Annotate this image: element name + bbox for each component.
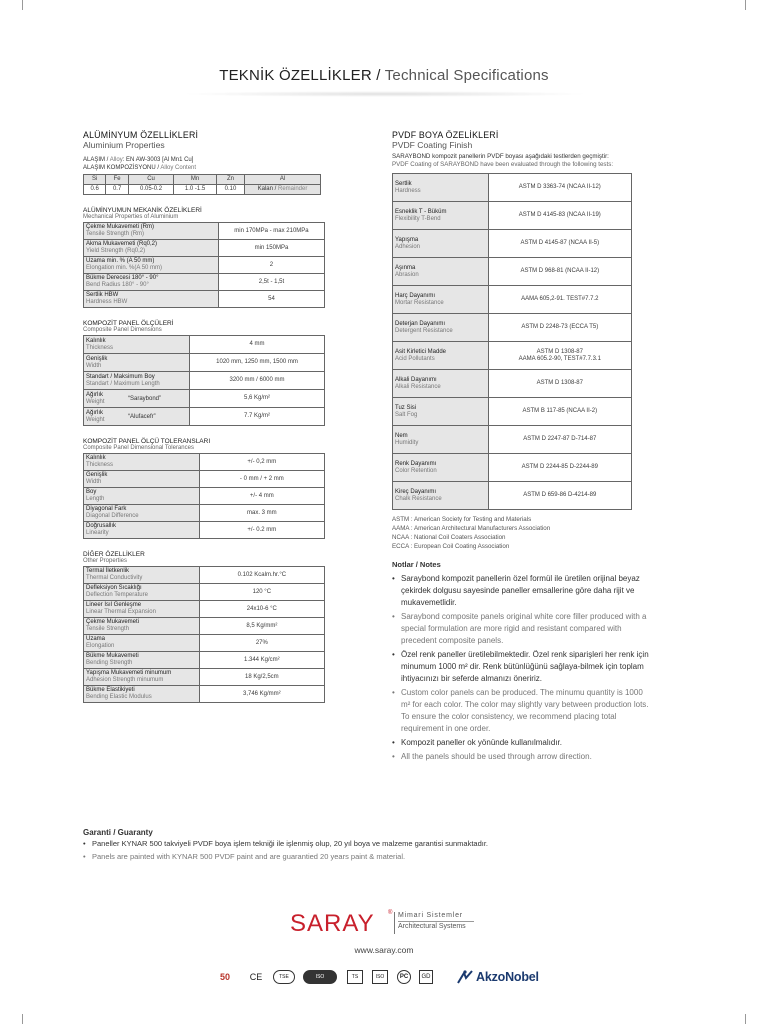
alloy-header: Zn <box>216 175 244 185</box>
table-row <box>84 240 325 257</box>
table-row <box>84 336 325 354</box>
table-row <box>84 618 325 635</box>
alloy-value: 0.10 <box>216 185 244 195</box>
anniversary-50-icon: 50 <box>219 972 230 982</box>
row-label-tr: Defleksiyon Sıcaklığı <box>86 585 142 591</box>
table-row <box>84 408 325 426</box>
row-label-en: Adhesion Strength minumum <box>86 677 164 683</box>
row-label-en: Elongation min. %(A 50 mm) <box>86 265 163 271</box>
row-note: “Alufacefr” <box>128 414 156 420</box>
row-value: ASTM D 659-86 D-4214-89 <box>488 482 631 510</box>
table-row <box>393 482 632 510</box>
row-label-tr: Termal İletkenlik <box>86 568 130 574</box>
row-label-tr: Aşınma <box>395 264 416 271</box>
table-row <box>84 471 325 488</box>
row-label-en: Bending Elastic Modulus <box>86 694 152 700</box>
page-title-tr: TEKNİK ÖZELLİKLER <box>219 67 372 84</box>
table-row <box>84 454 325 471</box>
row-value: max. 3 mm <box>199 505 324 522</box>
row-label-tr: Deterjan Dayanımı <box>395 320 446 327</box>
row-value: ASTM D 2248-73 (ECCA T5) <box>488 314 631 342</box>
row-label-tr: Sertlik <box>395 180 412 187</box>
row-label-en: Weight <box>86 398 105 405</box>
row-label-en: Color Retention <box>395 467 437 474</box>
row-label-en: Bend Radius 180° - 90° <box>86 282 149 288</box>
row-label-en: Detergent Resistance <box>395 327 453 334</box>
pvdf-intro-en: PVDF Coating of SARAYBOND have been evaluated through the following tests: <box>392 161 614 168</box>
row-label-tr: Uzama <box>86 636 106 642</box>
table-row <box>84 635 325 652</box>
alloy-value-row <box>84 185 321 195</box>
row-value: 1.344 Kg/cm² <box>199 652 324 669</box>
right-column <box>392 130 649 765</box>
comp-label-tr: ALAŞIM KOMPOZİSYONU <box>83 165 156 171</box>
alloy-header: Al <box>245 175 321 185</box>
comp-line <box>83 164 325 172</box>
akzonobel-figure-icon <box>457 969 473 985</box>
row-label-tr: Akma Mukavemeti (Rq0,2) <box>86 241 158 247</box>
table-row <box>84 354 325 372</box>
registered-mark: ® <box>388 910 393 916</box>
note-item: • Saraybond kompozit panellerin özel formül ile üretilen orijinal beyaz çekirdek dolgusu sayesinde paneller emsallerine göre daha rijit ve mukavemetlidir. <box>392 573 654 609</box>
alloy-sep: / <box>105 157 110 163</box>
row-label-tr: Standart / Maksimum Boy <box>86 373 155 380</box>
row-value: ASTM D 1308-87 <box>536 348 583 355</box>
remainder-sep: / <box>272 186 278 192</box>
tse-mark-icon: TSE <box>273 970 295 984</box>
row-value: 18 Kg/2,5cm <box>199 669 324 686</box>
alloy-header: Si <box>84 175 106 185</box>
row-label-tr: Kalınlık <box>86 455 106 461</box>
row-value: - 0 mm / + 2 mm <box>199 471 324 488</box>
ts-mark-icon: TS <box>347 970 363 984</box>
row-label-en: Hardness <box>395 187 421 194</box>
abbreviations <box>392 515 632 551</box>
row-label-tr: Boy <box>86 489 97 495</box>
row-label-tr: Ağırlık <box>86 409 104 416</box>
brand-line-2: Architectural Systems <box>398 923 466 930</box>
iso-badge-icon: ISO <box>303 970 337 984</box>
mechanical-title-tr: ALÜMİNYUMUN MEKANİK ÖZELİKLERİ <box>83 207 202 214</box>
row-value: min 150MPa <box>218 240 324 257</box>
row-label-en: Width <box>86 362 102 369</box>
ce-mark-icon: CE <box>249 972 263 982</box>
row-value: +/- 0.2 mm <box>199 522 324 539</box>
row-label-en: Thermal Conductivity <box>86 575 143 581</box>
remainder-tr: Kalan <box>257 186 273 192</box>
guaranty-en: • Panels are painted with KYNAR 500 PVDF paint and are guarantied 20 years paint & material. <box>83 851 703 862</box>
row-label-tr: Bükme Mukavemeti <box>86 653 139 659</box>
row-label-en: Deflection Temperature <box>86 592 148 598</box>
table-row <box>84 274 325 291</box>
row-value: ASTM D 968-81 (NCAA II-12) <box>488 258 631 286</box>
row-value: ASTM D 2247-87 D-714-87 <box>488 426 631 454</box>
mechanical-table <box>83 222 325 308</box>
row-label-en: Chalk Resistance <box>395 495 442 502</box>
row-value: 54 <box>218 291 324 308</box>
row-label-en: Yield Strength (Rq0,2) <box>86 248 146 254</box>
akzonobel-wordmark: AkzoNobel <box>476 970 539 984</box>
row-label-tr: Bükme Elastikiyeti <box>86 687 135 693</box>
table-row <box>84 488 325 505</box>
note-item: • Saraybond composite panels original white core filler produced with a special formulation are more rigid and resistant compared with precedent composite panels. <box>392 611 654 647</box>
row-value: 1020 mm, 1250 mm, 1500 mm <box>190 354 325 372</box>
table-row <box>84 257 325 274</box>
row-label-tr: Harç Dayanımı <box>395 292 436 299</box>
table-row <box>393 370 632 398</box>
table-row <box>84 669 325 686</box>
alloy-label-en: Alloy <box>109 157 123 163</box>
row-label-en: Width <box>86 479 102 485</box>
guaranty-title: Garanti / Guaranty <box>83 828 153 837</box>
row-label-tr: Yapışma Mukavemeti minumum <box>86 670 172 676</box>
alloy-colon: : <box>122 157 127 163</box>
table-row <box>84 686 325 703</box>
other-title-en: Other Properties <box>83 558 128 564</box>
alloy-header-row <box>84 175 321 185</box>
abbreviation-item: NCAA : National Coil Coaters Association <box>392 534 506 541</box>
row-label-tr: Yapışma <box>395 236 419 243</box>
row-label-tr: Renk Dayanımı <box>395 460 437 467</box>
remainder-en: Remainder <box>278 186 308 192</box>
table-row <box>84 505 325 522</box>
row-value: ASTM D 1308-87 <box>488 370 631 398</box>
page-title <box>0 67 768 84</box>
table-row <box>84 584 325 601</box>
other-table <box>83 566 325 703</box>
row-value: 3200 mm / 6000 mm <box>190 372 325 390</box>
row-label-tr: Çekme Mukavemeti (Rm) <box>86 224 155 230</box>
alloy-label-tr: ALAŞIM <box>83 157 106 163</box>
alloy-header: Mn <box>174 175 217 185</box>
row-label-tr: Diyagonal Fark <box>86 506 127 512</box>
table-row <box>393 426 632 454</box>
row-label-en: Tensile Strength <box>86 626 130 632</box>
row-label-en: Length <box>86 496 105 502</box>
row-label-tr: Lineer Isıl Genleşme <box>86 602 142 608</box>
pvdf-intro-tr: SARAYBOND kompozit panellerin PVDF boyası aşağıdaki testlerden geçmiştir: <box>392 153 609 160</box>
row-value: 5,6 Kg/m² <box>190 390 325 408</box>
note-item: • Custom color panels can be produced. The minumu quantity is 1000 m² for each color. The color may slightly vary between production lots. To ensure the color consistency, we recommend placing total requirement in one order. <box>392 687 654 735</box>
row-value: 120 °C <box>199 584 324 601</box>
notes-list <box>392 573 654 763</box>
gd-mark-icon: GD <box>419 970 433 984</box>
row-label-en: Humidity <box>395 439 419 446</box>
note-item: • Özel renk paneller üretilebilmektedir. Özel renk siparişleri her renk için minumum 1000 m² dir. Renk bütünlüğünü sağlaya-bilmek için toplam ihtiyacınızı bir seferde almanızı öneririz. <box>392 649 654 685</box>
tolerances-title-tr: KOMPOZİT PANEL ÖLÇÜ TOLERANSLARI <box>83 438 211 445</box>
alloy-value: 0.7 <box>106 185 128 195</box>
row-label-en: Hardness HBW <box>86 299 128 305</box>
crop-mark <box>22 1014 23 1024</box>
note-item: • All the panels should be used through arrow direction. <box>392 751 654 763</box>
alloy-value: 1.0 -1.5 <box>174 185 217 195</box>
alloy-value: 0.6 <box>84 185 106 195</box>
table-row <box>393 342 632 370</box>
row-label-en: Adhesion <box>395 243 421 250</box>
row-label-tr: Esneklik T - Büküm <box>395 208 447 215</box>
row-label-tr: Nem <box>395 432 408 439</box>
tolerances-title-en: Composite Panel Dimensional Tolerances <box>83 445 194 451</box>
row-value: ASTM D 4145-87 (NCAA II-5) <box>488 230 631 258</box>
alloy-header: Fe <box>106 175 128 185</box>
row-label-en: Tensile Strength (Rm) <box>86 231 145 237</box>
row-label-tr: Asit Kirletici Madde <box>395 348 447 355</box>
table-row <box>393 174 632 202</box>
crop-mark <box>745 0 746 10</box>
abbreviation-item: ASTM : American Society for Testing and Materials <box>392 516 532 523</box>
row-label-tr: Genişlik <box>86 472 108 478</box>
table-row <box>393 286 632 314</box>
title-shadow <box>180 91 590 97</box>
table-row <box>393 454 632 482</box>
row-label-tr: Uzama min. % (A 50 mm) <box>86 258 155 264</box>
row-value: AAMA 605,2-91. TEST#7.7.2 <box>488 286 631 314</box>
abbreviation-item: ECCA : European Coil Coating Association <box>392 543 510 550</box>
row-value: ASTM D 2244-85 D-2244-89 <box>488 454 631 482</box>
other-title-tr: DİĞER ÖZELLİKLER <box>83 551 145 558</box>
table-row <box>84 223 325 240</box>
row-label-en: Bending Strength <box>86 660 133 666</box>
row-label-tr: Tuz Sisi <box>395 404 417 411</box>
row-value: ASTM D 4145-83 (NCAA II-19) <box>488 202 631 230</box>
table-row <box>393 230 632 258</box>
dimensions-title-en: Composite Panel Dimensions <box>83 327 162 333</box>
left-column <box>83 130 325 703</box>
table-row <box>393 258 632 286</box>
alloy-line <box>83 156 325 164</box>
guaranty-section <box>83 828 703 864</box>
dimensions-title-tr: KOMPOZİT PANEL ÖLÇÜLERİ <box>83 320 174 327</box>
row-value: +/- 0,2 mm <box>199 454 324 471</box>
row-label-tr: Sertlik HBW <box>86 292 119 298</box>
row-label-tr: Kalınlık <box>86 337 106 344</box>
row-label-en: Thickness <box>86 462 114 468</box>
table-row <box>84 601 325 618</box>
mechanical-title-en: Mechanical Properties of Aluminium <box>83 214 179 220</box>
row-value: 2,5t - 1,5t <box>218 274 324 291</box>
row-note: “Saraybond” <box>128 396 162 402</box>
brand-line-1: Mimari Sistemler <box>398 912 463 919</box>
row-label-en: Standart / Maximum Length <box>86 380 160 387</box>
logo-underline <box>398 921 474 922</box>
row-label-tr: Genişlik <box>86 355 108 362</box>
pvdf-title-en: PVDF Coating Finish <box>392 140 473 150</box>
page-title-sep: / <box>371 67 385 84</box>
row-label-tr: Bükme Derecesi 180° - 90° <box>86 275 159 281</box>
aluminium-title-tr: ALÜMİNYUM ÖZELLİKLERİ <box>83 130 199 140</box>
row-value: ASTM D 3363-74 (NCAA II-12) <box>488 174 631 202</box>
pc-mark-icon: PC <box>397 970 411 984</box>
row-label-tr: Doğrusallık <box>86 523 117 529</box>
alloy-value: 0.05-0.2 <box>128 185 173 195</box>
website-link[interactable]: www.saray.com <box>354 945 414 955</box>
logo-divider <box>394 912 395 934</box>
table-row <box>84 567 325 584</box>
guaranty-tr: • Paneller KYNAR 500 takviyeli PVDF boya işlem tekniği ile işlenmiş olup, 20 yıl boya ve malzeme garantisi sunmaktadır. <box>83 838 703 849</box>
table-row <box>84 652 325 669</box>
brand-name: SARAY <box>290 910 375 937</box>
row-label-en: Flexibility T-Bend <box>395 215 441 222</box>
alloy-table <box>83 174 321 195</box>
table-row <box>84 522 325 539</box>
row-label-tr: Kireç Dayanımı <box>395 488 437 495</box>
row-value: 24x10-6 °C <box>199 601 324 618</box>
row-label-en: Abrasion <box>395 271 419 278</box>
row-label-en: Linearity <box>86 530 109 536</box>
pvdf-table <box>392 173 632 510</box>
row-label-en: Mortar Resistance <box>395 299 444 306</box>
aluminium-title-en: Aluminium Properties <box>83 140 165 150</box>
row-label-en: Elongation <box>86 643 115 649</box>
row-label-en: Salt Fog <box>395 411 418 418</box>
table-row <box>84 390 325 408</box>
crop-mark <box>745 1014 746 1024</box>
row-value: +/- 4 mm <box>199 488 324 505</box>
page-title-en: Technical Specifications <box>384 67 549 84</box>
row-value: 2 <box>218 257 324 274</box>
row-value: 4 mm <box>190 336 325 354</box>
row-value: ASTM B 117-85 (NCAA II-2) <box>488 398 631 426</box>
row-label-en: Alkali Resistance <box>395 383 441 390</box>
abbreviation-item: AAMA : American Architectural Manufacturers Association <box>392 525 551 532</box>
iso-cert-icon: ISO <box>372 970 388 984</box>
row-value: 7.7 Kg/m² <box>190 408 325 426</box>
row-value: 8,5 Kg/mm² <box>199 618 324 635</box>
table-row <box>393 314 632 342</box>
pvdf-title-tr: PVDF BOYA ÖZELİKLERİ <box>392 130 499 140</box>
crop-mark <box>22 0 23 10</box>
alloy-value: EN AW-3003 [Al Mn1 Cu] <box>126 157 194 163</box>
tolerances-table <box>83 453 325 539</box>
notes-title: Notlar / Notes <box>392 560 441 569</box>
note-item: • Kompozit paneller ok yönünde kullanılmalıdır. <box>392 737 654 749</box>
dimensions-table <box>83 335 325 426</box>
row-label-en: Diagonal Difference <box>86 513 139 519</box>
row-label-tr: Alkali Dayanımı <box>395 376 437 383</box>
alloy-header: Cu <box>128 175 173 185</box>
certification-logos <box>215 967 555 989</box>
row-value: 27% <box>199 635 324 652</box>
row-label-tr: Ağırlık <box>86 391 104 398</box>
row-value-2: AAMA 605.2-90, TEST#7.7.3.1 <box>518 355 601 362</box>
table-row <box>393 202 632 230</box>
row-label-en: Thickness <box>86 344 114 351</box>
akzonobel-logo <box>457 969 539 985</box>
row-label-en: Weight <box>86 416 105 423</box>
saray-logo <box>290 908 490 942</box>
alloy-remainder <box>245 185 321 195</box>
row-value: 0.102 Kcalm.hr.°C <box>199 567 324 584</box>
row-label-en: Linear Thermal Expansion <box>86 609 156 615</box>
table-row <box>84 372 325 390</box>
comp-sep: / <box>155 165 161 171</box>
table-row <box>393 398 632 426</box>
row-value: min 170MPa - max 210MPa <box>218 223 324 240</box>
table-row <box>84 291 325 308</box>
row-label-tr: Çekme Mukavemeti <box>86 619 140 625</box>
row-value: 3,746 Kg/mm² <box>199 686 324 703</box>
row-label-en: Acid Pollutants <box>395 355 435 362</box>
comp-label-en: Alloy Content <box>160 165 197 171</box>
